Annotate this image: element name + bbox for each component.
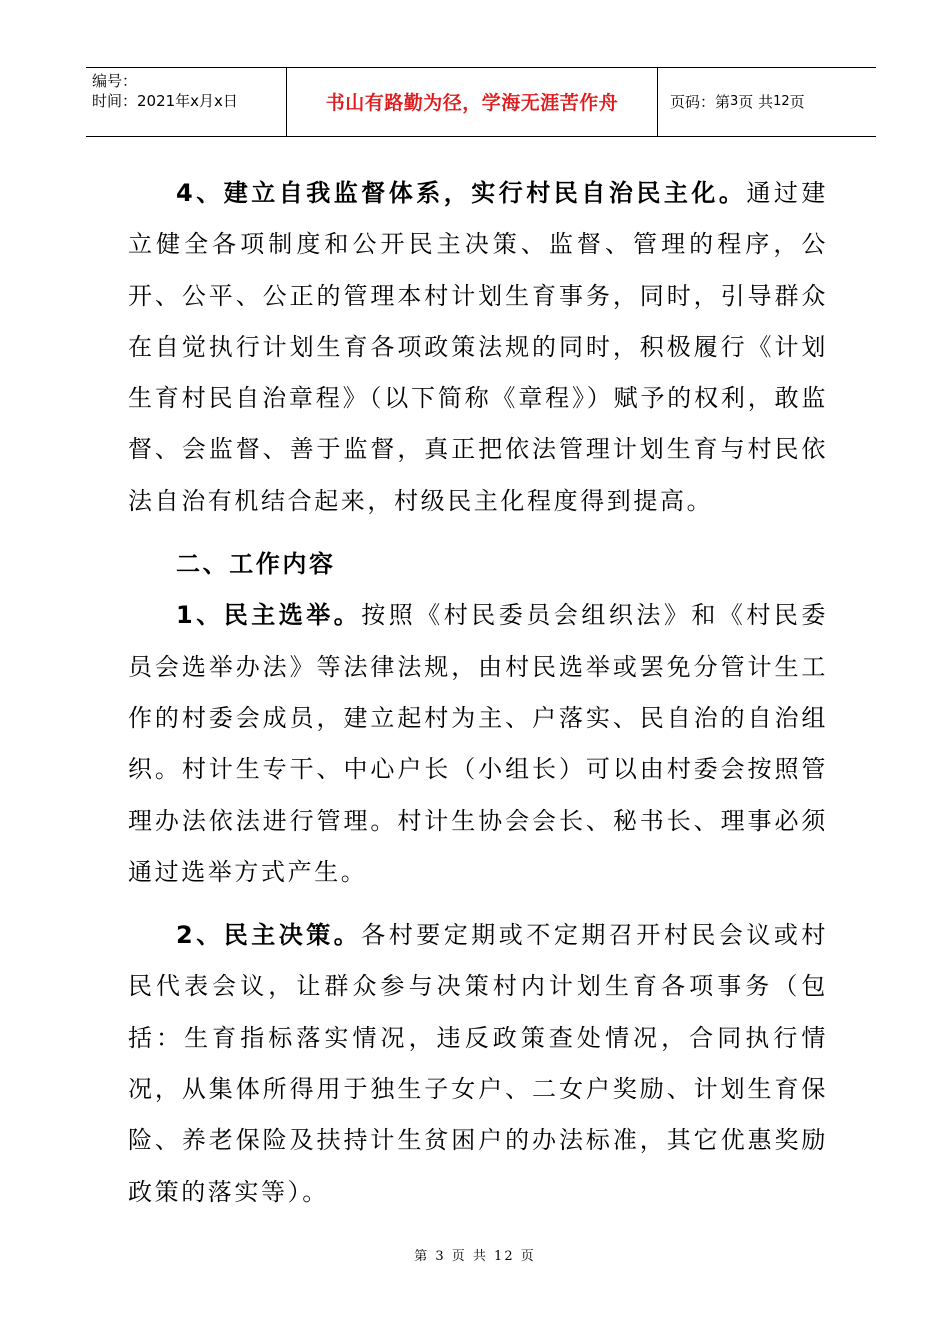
- paragraph-text: 按照《村民委员会组织法》和《村民委员会选举办法》等法律法规，由村民选举或罢免分管计生工作的村委会成员，建立起村为主、户落实、民自治的自治组织。村计生专干、中心户长（小组长）可以由村委会按照管理办法依法进行管理。村计生协会会长、秘书长、理事必须通过选举方式产生。: [128, 601, 828, 886]
- header-motto: 书山有路勤为径，学海无涯苦作舟: [286, 68, 658, 136]
- page-footer: 第 3 页 共 12 页: [414, 1249, 536, 1264]
- paragraph-democratic-election: [128, 590, 828, 898]
- header-meta: [86, 68, 286, 136]
- paragraph-text: 各村要定期或不定期召开村民会议或村民代表会议，让群众参与决策村内计划生育各项事务（包括：生育指标落实情况，违反政策查处情况，合同执行情况，从集体所得用于独生子女户、二女户奖励、计划生育保险、养老保险及扶持计生贫困户的办法标准，其它优惠奖励政策的落实等）。: [128, 921, 828, 1206]
- page-mid: 页 共: [738, 92, 774, 111]
- paragraph-text: 通过建立健全各项制度和公开民主决策、监督、管理的程序，公开、公平、公正的管理本村计划生育事务，同时，引导群众在自觉执行计划生育各项政策法规的同时，积极履行《计划生育村民自治章程》（以下简称《章程》）赋予的权利，敢监督、会监督、善于监督，真正把依法管理计划生育与村民依法自治有机结合起来，村级民主化程度得到提高。: [128, 179, 828, 515]
- paragraph-self-supervision: [128, 168, 828, 527]
- page-suffix: 页: [789, 92, 805, 111]
- paragraph-heading: 2、民主决策。: [176, 921, 362, 950]
- section-title: 二、工作内容: [176, 550, 336, 579]
- page-current: 3: [730, 93, 739, 109]
- page-total: 12: [773, 93, 790, 109]
- paragraph-democratic-decision: [128, 910, 828, 1218]
- document-number-label: 编号：: [92, 72, 138, 90]
- header-page-indicator: [658, 68, 876, 136]
- page-header: [86, 67, 876, 137]
- page-prefix: 页码：第: [670, 92, 731, 111]
- document-time-label: 时间：2021年x月x日: [92, 92, 238, 110]
- section-heading: [128, 539, 828, 590]
- paragraph-heading: 1、民主选举。: [176, 601, 362, 630]
- document-body: [128, 168, 828, 1218]
- paragraph-heading: 4、建立自我监督体系，实行村民自治民主化。: [176, 179, 747, 207]
